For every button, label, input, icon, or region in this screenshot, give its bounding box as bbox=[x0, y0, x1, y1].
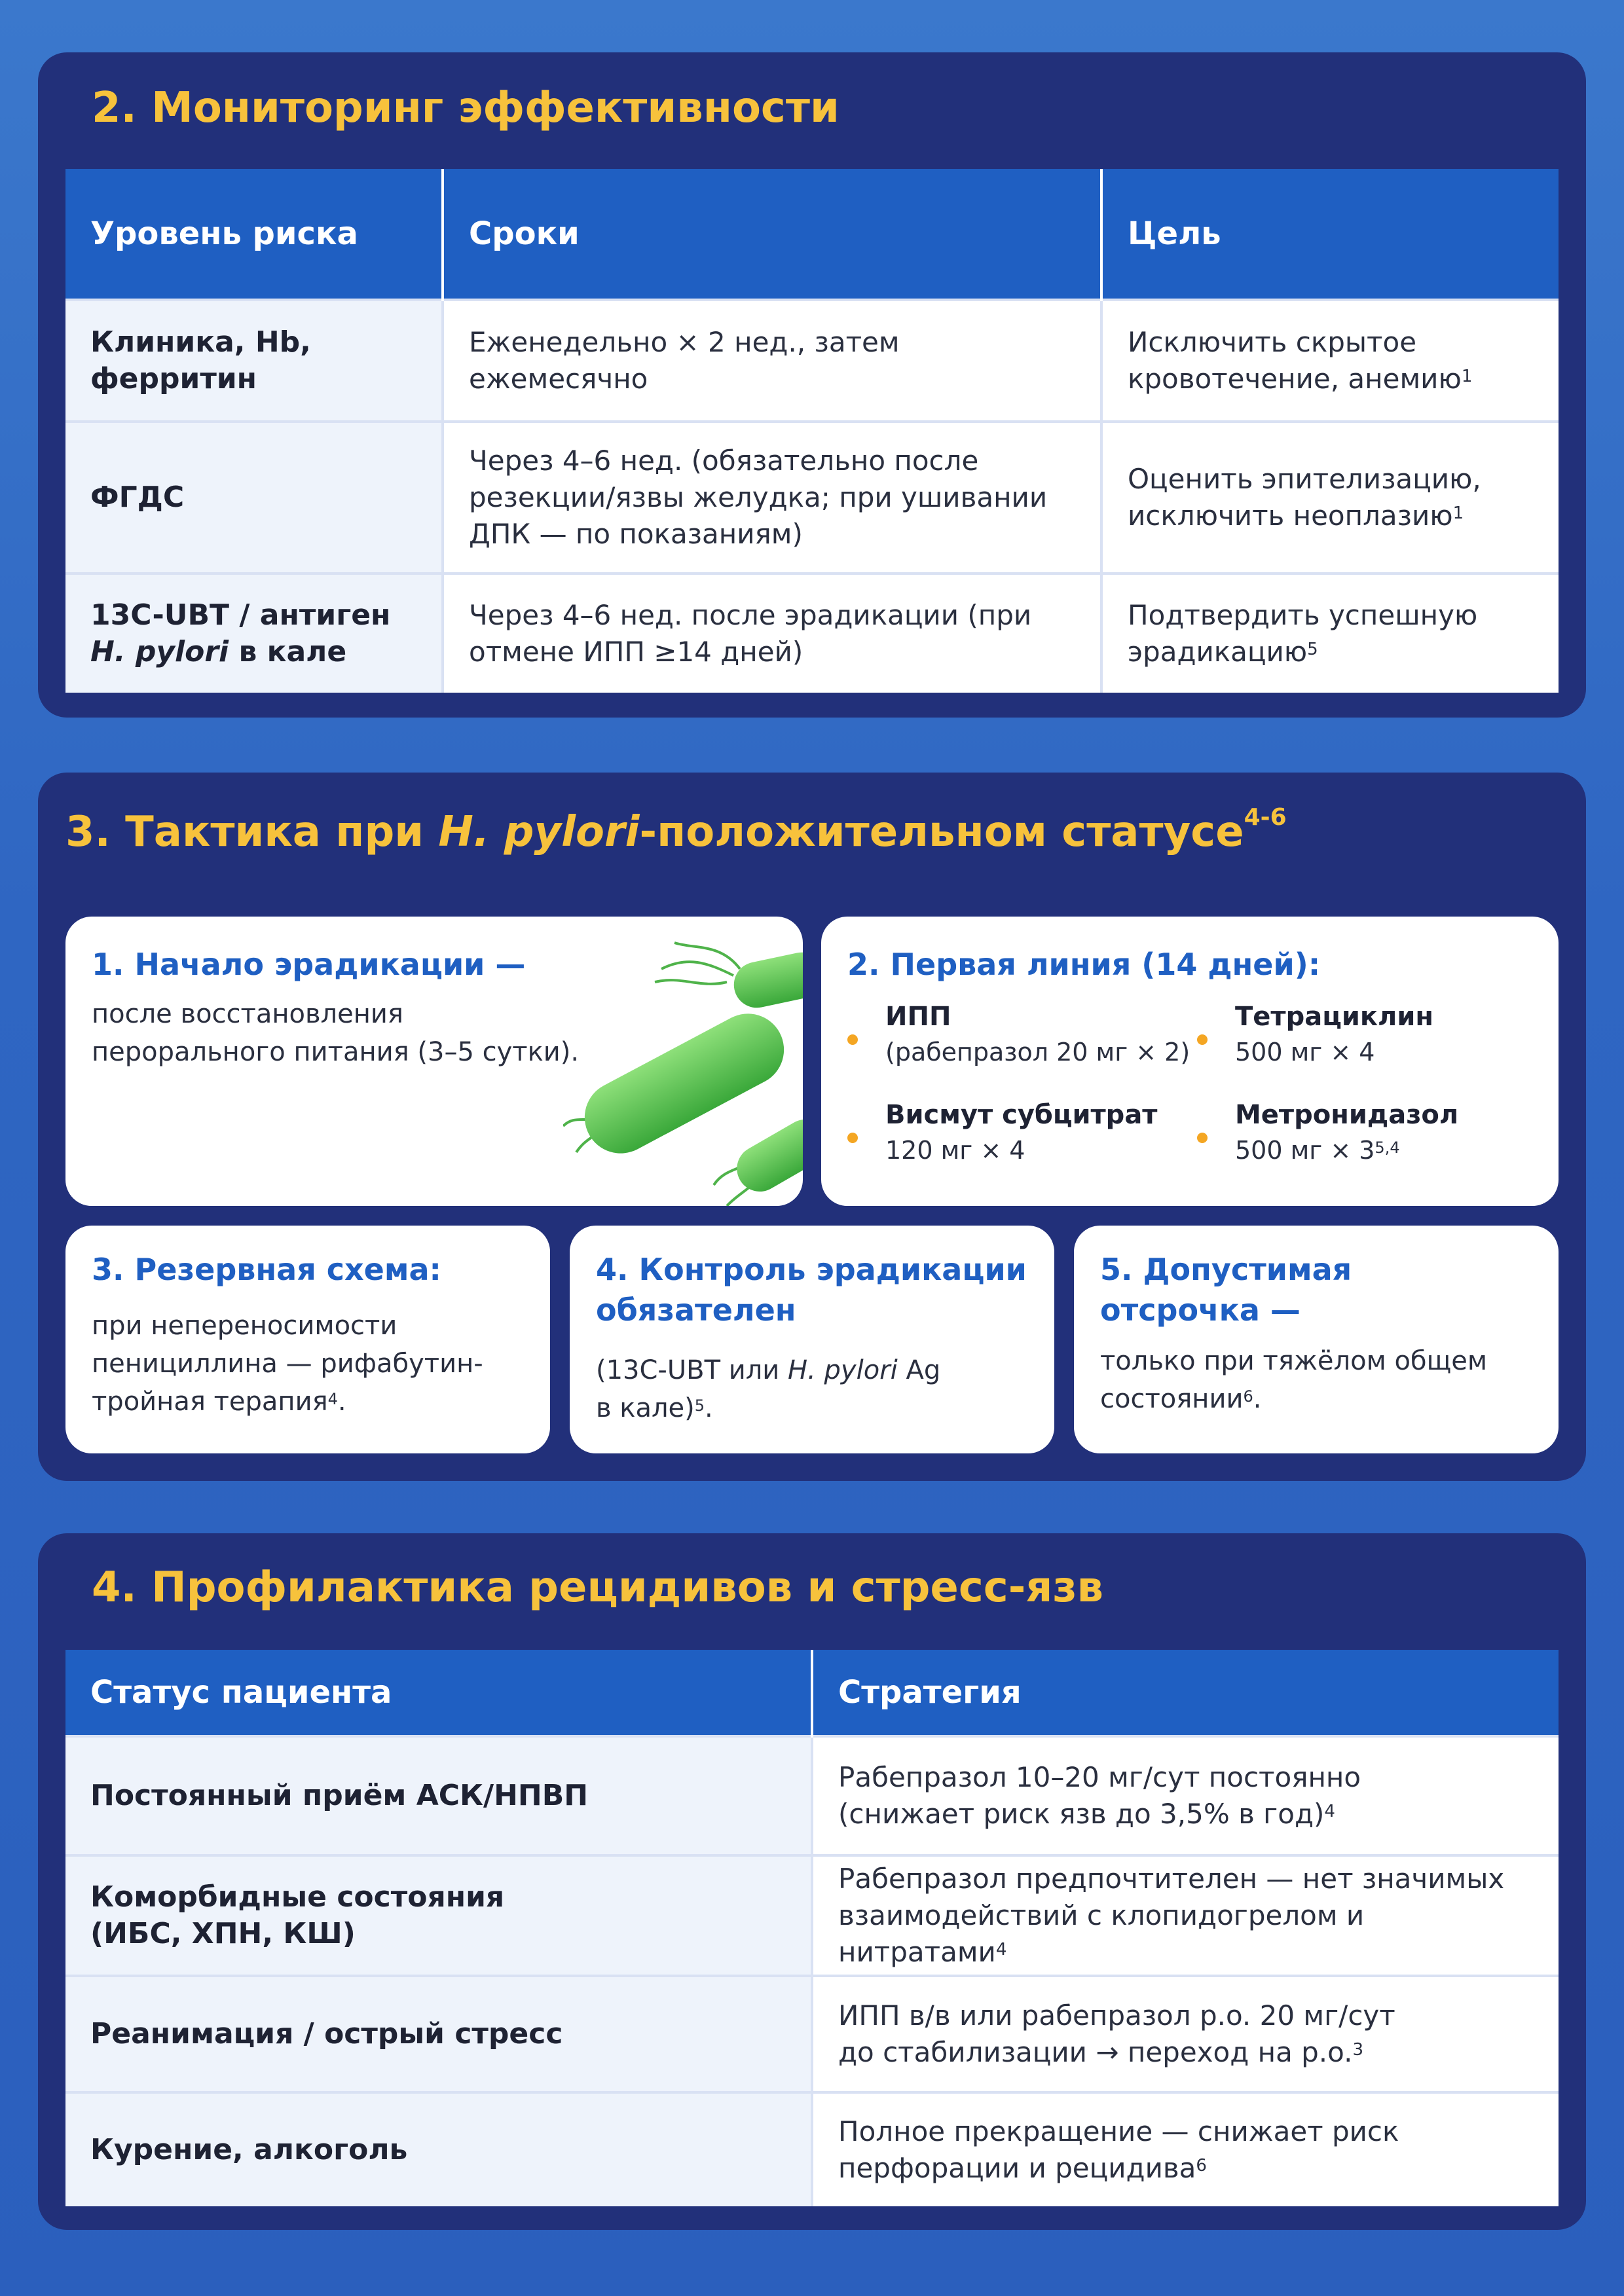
row-goal: Подтвердить успешную эрадикацию$^5$ bbox=[1101, 574, 1559, 693]
table-header-row bbox=[65, 1650, 1559, 1736]
tactics-panel bbox=[38, 773, 1586, 1481]
bullet-dot bbox=[847, 1133, 858, 1143]
card-title: 5. Допустимая отсрочка — bbox=[1100, 1252, 1352, 1328]
section4-title: 4. Профилактика рецидивов и стресс-язв bbox=[92, 1563, 1104, 1612]
table-header-row bbox=[65, 169, 1559, 300]
column-header-status: Статус пациента bbox=[65, 1650, 812, 1736]
row-status: Коморбидные состояния (ИБС, ХПН, КШ) bbox=[65, 1855, 812, 1976]
table-row bbox=[65, 300, 1559, 422]
bullet-dot bbox=[1197, 1133, 1208, 1143]
row-strategy: ИПП в/в или рабепразол p.o. 20 мг/сут до стабилизации → переход на p.o.$^3$ bbox=[812, 1976, 1559, 2092]
drug-item: Висмут субцитрат 120 мг × 4 bbox=[885, 1100, 1158, 1165]
card-title: 2. Первая линия (14 дней): bbox=[847, 947, 1321, 982]
card-reserve-scheme bbox=[65, 1226, 550, 1453]
card-text: после восстановления перорального питания (3–5 сутки). bbox=[92, 999, 580, 1067]
row-timing: Через 4–6 нед. (обязательно после резекции/язвы желудка; при ушивании ДПК — по показаниям) bbox=[443, 422, 1101, 574]
section2-title: 2. Мониторинг эффективности bbox=[92, 84, 840, 132]
column-header-risk: Уровень риска bbox=[65, 169, 443, 300]
row-status: Курение, алкоголь bbox=[65, 2092, 812, 2206]
prevention-table bbox=[65, 1650, 1559, 2206]
card-title: 1. Начало эрадикации — bbox=[92, 947, 526, 982]
row-goal: Исключить скрытое кровотечение, анемию$^1$ bbox=[1101, 300, 1559, 422]
drug-item: Метронидазол 500 мг × $3^{5,4}$ bbox=[1235, 1100, 1459, 1165]
table-row bbox=[65, 1736, 1559, 1855]
bacteria-illustration bbox=[563, 917, 803, 1206]
row-goal: Оценить эпителизацию, исключить неоплазию$^1$ bbox=[1101, 422, 1559, 574]
row-status: Постоянный приём АСК/НПВП bbox=[65, 1736, 812, 1855]
row-level: ФГДС bbox=[65, 422, 443, 574]
table-row bbox=[65, 1855, 1559, 1976]
card-eradication-start bbox=[65, 917, 803, 1206]
row-strategy: Рабепразол 10–20 мг/сут постоянно (снижает риск язв до 3,5% в год)$^4$ bbox=[812, 1736, 1559, 1855]
table-row bbox=[65, 574, 1559, 693]
table-row bbox=[65, 1976, 1559, 2092]
bullet-dot bbox=[847, 1034, 858, 1045]
card-text: только при тяжёлом общем состоянии$^6$. bbox=[1100, 1346, 1488, 1414]
bullet-dot bbox=[1197, 1034, 1208, 1045]
column-header-strategy: Стратегия bbox=[812, 1650, 1559, 1736]
row-status: Реанимация / острый стресс bbox=[65, 1976, 812, 2092]
monitoring-panel bbox=[38, 52, 1586, 718]
row-level: 13C-UBT / антиген H. pylori в кале bbox=[65, 574, 443, 693]
card-first-line bbox=[821, 917, 1559, 1206]
card-title: 4. Контроль эрадикации обязателен bbox=[596, 1252, 1027, 1328]
table-row bbox=[65, 422, 1559, 574]
column-header-timing: Сроки bbox=[443, 169, 1101, 300]
row-timing: Через 4–6 нед. после эрадикации (при отмене ИПП ≥14 дней) bbox=[443, 574, 1101, 693]
prevention-panel bbox=[38, 1533, 1586, 2230]
card-eradication-control bbox=[570, 1226, 1054, 1453]
row-strategy: Рабепразол предпочтителен — нет значимых взаимодействий с клопидогрелом и нитратами$^4$ bbox=[812, 1855, 1559, 1976]
card-title: 3. Резервная схема: bbox=[92, 1252, 441, 1287]
column-header-goal: Цель bbox=[1101, 169, 1559, 300]
drug-item: ИПП (рабепразол 20 мг × 2) bbox=[885, 1002, 1190, 1066]
drug-item: Тетрациклин 500 мг × 4 bbox=[1235, 1002, 1434, 1066]
monitoring-table bbox=[65, 169, 1559, 693]
section3-title: 3. Тактика при H. pylori-положительном статусе$^{4-6}$ bbox=[65, 804, 1287, 856]
row-level: Клиника, Hb, ферритин bbox=[65, 300, 443, 422]
card-text: при непереносимости пенициллина — рифабутин-тройная терапия$^4$. bbox=[92, 1311, 483, 1417]
table-row bbox=[65, 2092, 1559, 2206]
row-timing: Еженедельно × 2 нед., затем ежемесячно bbox=[443, 300, 1101, 422]
card-text: (13C-UBT или H. pylori Ag в кале)$^5$. bbox=[596, 1355, 941, 1423]
card-allowed-delay bbox=[1074, 1226, 1559, 1453]
row-strategy: Полное прекращение — снижает риск перфорации и рецидива$^6$ bbox=[812, 2092, 1559, 2206]
